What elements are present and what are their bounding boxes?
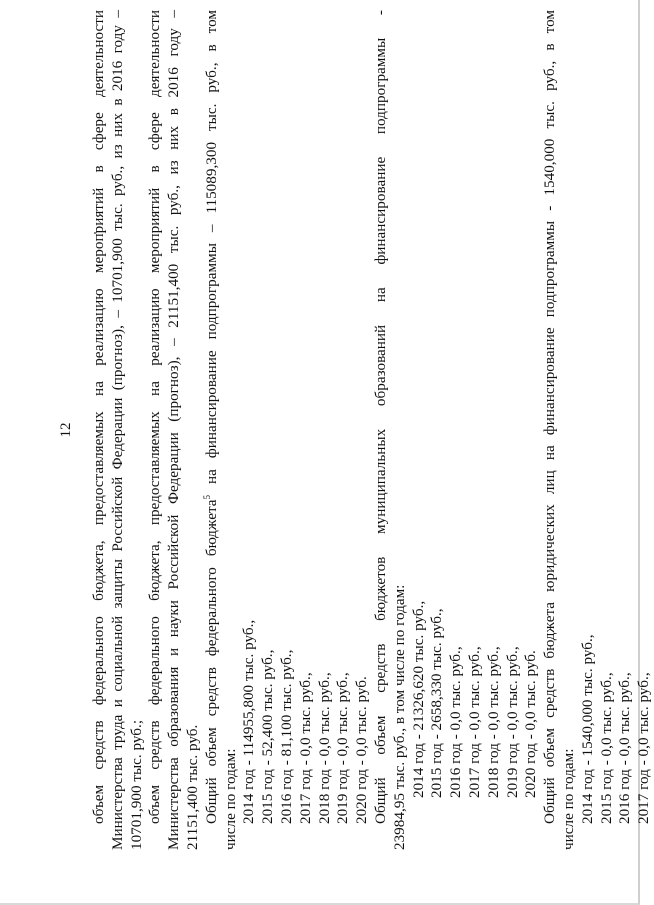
text-line: 10701,900 тыс. руб.; [127, 719, 145, 850]
text-line: числе по годам: [559, 748, 577, 850]
text-line: Министерства образования и науки Российской Федерации (прогноз), – 21151,400 тыс. руб., из них в 2016 году – [165, 10, 183, 850]
text-line [203, 10, 222, 850]
text-line: Общий объем средств бюджета юридических лиц на финансирование подпрограммы - 1540,000 тыс. руб., в том [541, 10, 559, 824]
page-number: 12 [58, 422, 74, 438]
text-line: объем средств федерального бюджета, предоставляемых на реализацию мероприятий в сфере деятельности [146, 10, 164, 824]
text-line: 23984,95 тыс. руб., в том числе по годам: [390, 584, 408, 850]
year-item: 2017 год - 0,0 тыс. руб., [635, 672, 653, 824]
paragraph-mintrud [90, 10, 146, 850]
year-item: 2020 год - 0,0 тыс. руб. [522, 650, 540, 798]
federal-lead-text: Общий объем средств федерального бюджета [202, 499, 220, 824]
paragraph-minobr [146, 10, 202, 850]
rotated-page [50, 9, 653, 850]
year-item: 2019 год - 0,0 тыс. руб., [334, 672, 352, 824]
year-item: 2016 год - 0,0 тыс. руб., [616, 672, 634, 824]
text-line: числе по годам: [221, 748, 239, 850]
legal-year-list [579, 10, 654, 850]
year-item: 2014 год - 1540,000 тыс. руб., [578, 634, 596, 824]
footnote-mark: 5 [201, 494, 212, 500]
year-item: 2018 год - 0,0 тыс. руб., [315, 672, 333, 824]
year-item: 2019 год - 0,0 тыс. руб., [503, 646, 521, 798]
year-item: 2020 год - 0,0 тыс. руб. [353, 676, 371, 824]
text-line: 21151,400 тыс. руб. [183, 724, 201, 850]
year-item: 2016 год - 81,100 тыс. руб., [277, 649, 295, 824]
year-item: 2015 год - 0,0 тыс. руб., [597, 672, 615, 824]
section-legal-entities-budget [541, 10, 654, 850]
text-line: Министерства труда и социальной защиты Российской Федерации (прогноз), – 10701,900 тыс. руб., из них в 2016 году – [108, 10, 126, 850]
year-item: 2014 год - 114955,800 тыс. руб., [240, 619, 258, 824]
year-item: 2014 год - 21326,620 тыс. руб., [409, 600, 427, 798]
section-municipal-budget [372, 10, 541, 850]
federal-year-list [240, 10, 372, 850]
municipal-year-list [410, 10, 542, 850]
section-federal-budget [203, 10, 372, 850]
text-line: Общий объем средств бюджетов муниципальных образований на финансирование подпрограммы - [371, 10, 389, 824]
year-item: 2016 год - 0,0 тыс. руб., [447, 646, 465, 798]
year-item: 2015 год - 2658,330 тыс. руб., [428, 608, 446, 798]
federal-lead-text-2: на финансирование подпрограммы – 115089,300 тыс. руб., в том [202, 9, 220, 495]
document-body [90, 10, 654, 850]
year-item: 2018 год - 0,0 тыс. руб., [484, 646, 502, 798]
year-item: 2017 год - 0,0 тыс. руб., [465, 646, 483, 798]
year-item: 2017 год - 0,0 тыс. руб., [296, 672, 314, 824]
year-item: 2015 год - 52,400 тыс. руб., [259, 649, 277, 824]
text-line: объем средств федерального бюджета, предоставляемых на реализацию мероприятий в сфере деятельности [90, 10, 107, 824]
